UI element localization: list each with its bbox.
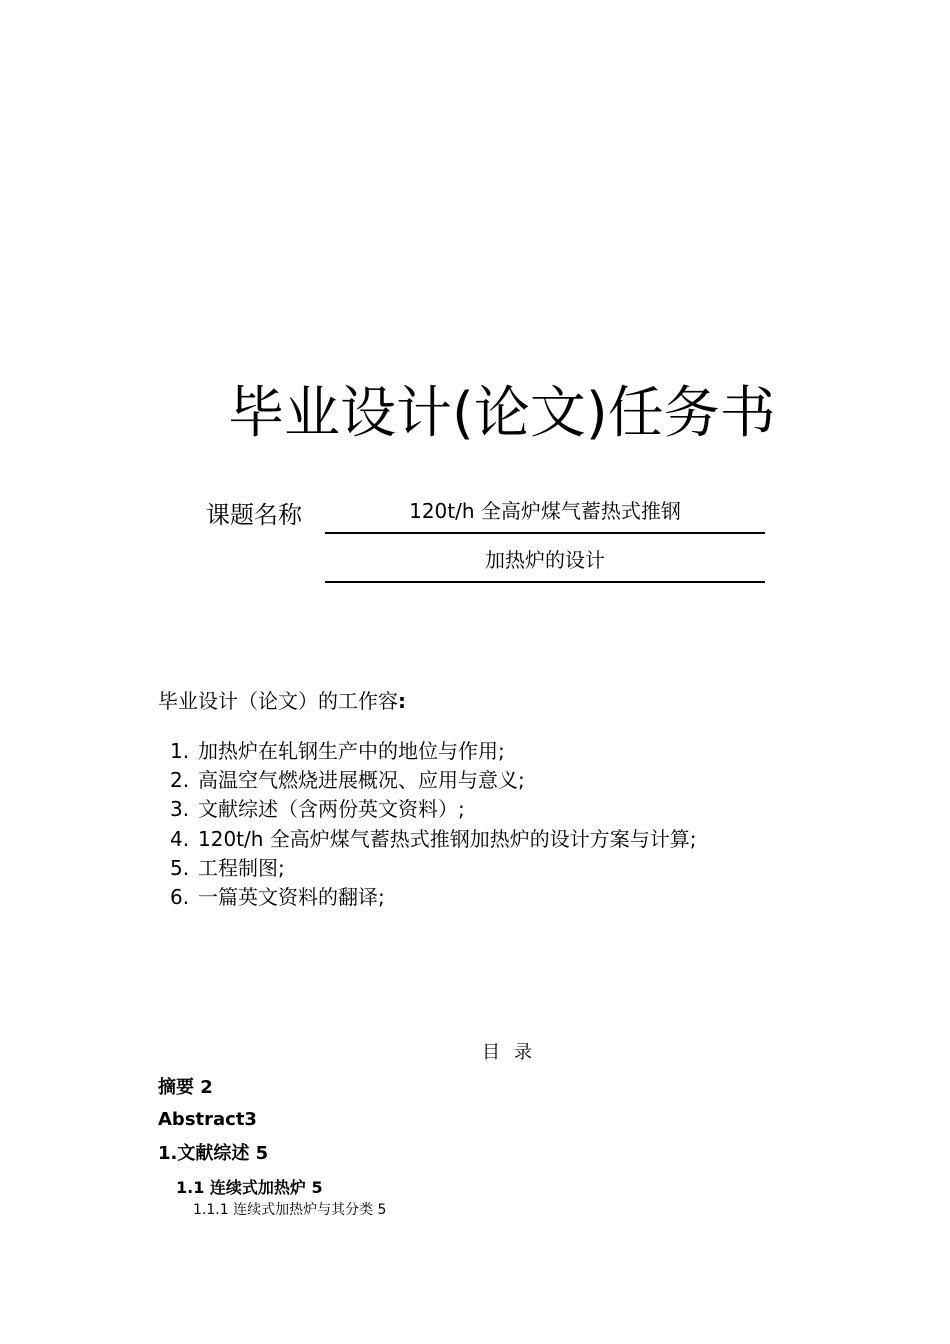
task-number: 6. <box>170 885 190 910</box>
task-number: 5. <box>170 855 190 880</box>
task-text: 加热炉在轧钢生产中的地位与作用; <box>198 739 505 763</box>
tasks-heading-colon: : <box>398 689 406 713</box>
task-number: 1. <box>170 739 190 763</box>
toc-entry-chapter-1[interactable]: 1.文献综述 5 <box>158 1143 269 1164</box>
toc-entry-section-1-1[interactable]: 1.1 连续式加热炉 5 <box>176 1178 323 1197</box>
task-item <box>170 766 697 795</box>
task-item <box>170 795 697 824</box>
task-number: 4. <box>170 826 190 851</box>
task-item <box>170 825 697 854</box>
task-text: 120t/h 全高炉煤气蓄热式推钢加热炉的设计方案与计算; <box>198 826 697 851</box>
task-text: 高温空气燃烧进展概况、应用与意义; <box>198 768 525 793</box>
tasks-heading-text: 毕业设计（论文）的工作容 <box>158 689 398 713</box>
task-text: 一篇英文资料的翻译; <box>198 885 385 910</box>
toc-heading: 目录 <box>482 1042 546 1063</box>
task-item <box>170 854 697 883</box>
document-title: 毕业设计(论文)任务书 <box>228 381 776 446</box>
task-text: 工程制图; <box>198 855 285 880</box>
topic-value-line-2: 加热炉的设计 <box>325 545 765 583</box>
task-list <box>170 737 697 912</box>
toc-entry-abstract-en[interactable]: Abstract3 <box>158 1109 257 1130</box>
task-number: 3. <box>170 797 190 822</box>
tasks-heading <box>158 686 406 716</box>
topic-label: 课题名称 <box>206 501 302 529</box>
task-text: 文献综述（含两份英文资料）; <box>198 797 465 822</box>
task-item <box>170 883 697 912</box>
toc-entry-subsection-1-1-1[interactable]: 1.1.1 连续式加热炉与其分类 5 <box>193 1202 387 1218</box>
topic-value-line-1: 120t/h 全高炉煤气蓄热式推钢 <box>325 496 765 534</box>
task-item <box>170 737 697 766</box>
task-number: 2. <box>170 768 190 793</box>
toc-entry-abstract-cn[interactable]: 摘要 2 <box>158 1077 213 1098</box>
